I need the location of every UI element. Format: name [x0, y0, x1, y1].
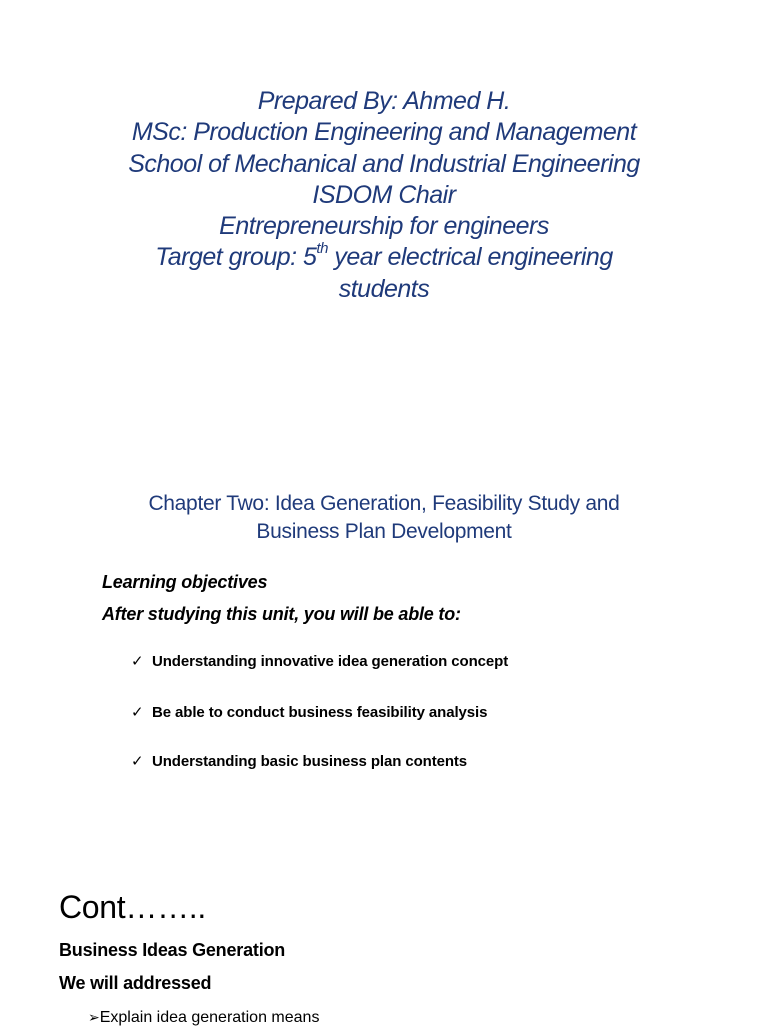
objective-item-1 [131, 652, 508, 670]
check-icon: ✓ [131, 704, 144, 721]
learning-objectives-heading: Learning objectives [102, 572, 268, 592]
bullet-text: Explain idea generation means [99, 1009, 320, 1026]
degree-line: MSc: Production Engineering and Management [131, 118, 637, 147]
business-ideas-heading: Business Ideas Generation [59, 940, 286, 960]
chapter-title-line-1: Chapter Two: Idea Generation, Feasibility Study and [148, 492, 620, 515]
title-slide [0, 86, 768, 305]
objective-text: Be able to conduct business feasibility analysis [152, 704, 488, 721]
course-line: Entrepreneurship for engineers [219, 212, 549, 241]
check-icon: ✓ [131, 653, 144, 670]
target-group-line [0, 242, 768, 273]
school-line: School of Mechanical and Industrial Engineering [128, 149, 640, 178]
chapter-title [0, 490, 768, 545]
students-line: students [338, 274, 430, 303]
target-group-prefix: Target group: 5 [155, 243, 317, 272]
objective-item-3 [131, 752, 467, 770]
objective-item-2 [131, 703, 487, 721]
target-group-suffix: year electrical engineering [327, 243, 613, 272]
cont-title: Cont…….. [59, 889, 206, 925]
objectives-slide [0, 490, 768, 770]
we-will-address-heading: We will addressed [59, 973, 212, 993]
objective-text: Understanding basic business plan contents [152, 753, 468, 770]
prepared-by-line: Prepared By: Ahmed H. [257, 87, 511, 115]
bullet-item-1 [88, 1009, 319, 1027]
arrow-bullet-icon: ➢ [88, 1009, 100, 1025]
chapter-title-line-2: Business Plan Development [256, 519, 512, 543]
objective-text: Understanding innovative idea generation concept [152, 653, 509, 670]
target-group-ordinal: th [316, 240, 328, 258]
chair-line: ISDOM Chair [312, 180, 456, 209]
check-icon: ✓ [131, 753, 144, 770]
after-studying-heading: After studying this unit, you will be able to: [102, 604, 461, 624]
